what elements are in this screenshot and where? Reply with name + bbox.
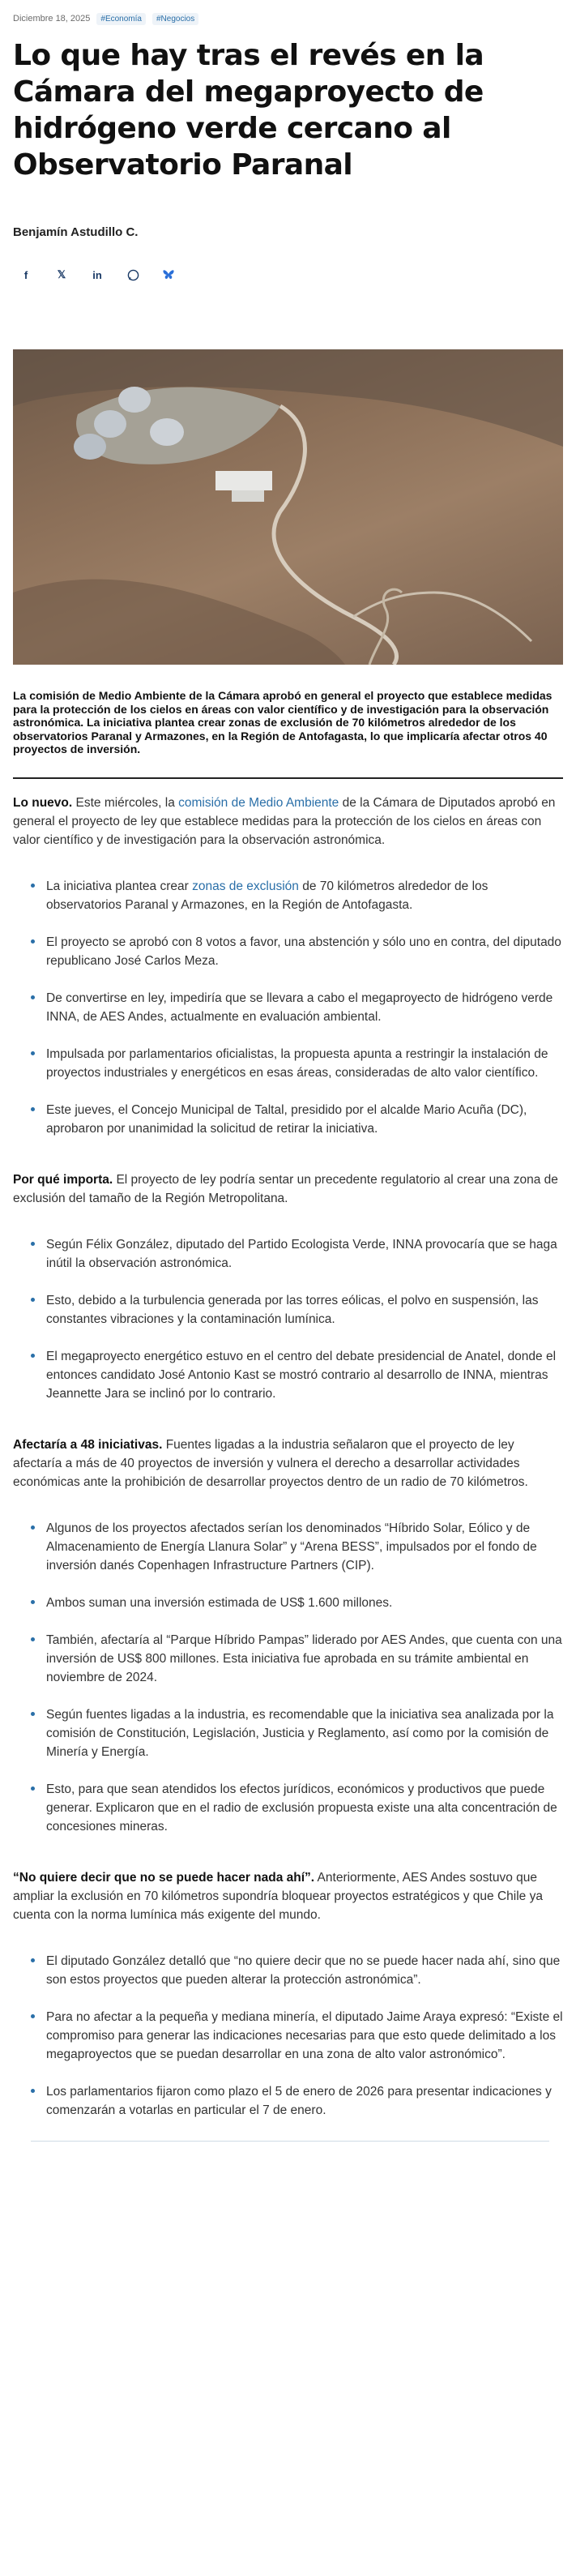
article-lede: La comisión de Medio Ambiente de la Cámara aprobó en general el proyecto que establece medidas para la protección de los cielos en áreas con valor científico y de investigación para la observación astronómica. La iniciativa plantea crear zonas de exclusión de 70 kilómetros alrededor de los observatorios Paranal y Armazones, en la Región de Antofagasta, lo que implicaría afectar otros 40 proyectos de inversión.	[13, 689, 563, 779]
section-lead: Afectaría a 48 iniciativas.	[13, 1437, 163, 1452]
article-headline: Lo que hay tras el revés en la Cámara del megaproyecto de hidrógeno verde cercano al Observatorio Paranal	[13, 39, 484, 182]
section-no-quiere-decir	[13, 1868, 563, 2120]
list-item: El megaproyecto energético estuvo en el centro del debate presidencial de Anatel, donde el entonces candidato José Antonio Kast se mostró contrario al desarrollo de INNA, mientras Jeannette Jara se inclinó por lo contrario.	[31, 1347, 563, 1403]
tag-economia[interactable]: #Economía	[96, 13, 146, 25]
section-afectaria	[13, 1436, 563, 1836]
tag-negocios[interactable]: #Negocios	[152, 13, 198, 25]
linkedin-icon[interactable]: in	[92, 268, 102, 281]
section-paragraph: Afectaría a 48 iniciativas. Fuentes ligadas a la industria señalaron que el proyecto de ley afectaría a más de 40 proyectos de inversión y vulnera el derecho a desarrollar actividades económicas ante la prohibición de desarrollar proyectos dentro de un radio de 70 kilómetros.	[13, 1437, 528, 1489]
article-meta	[13, 0, 563, 28]
list-item: El diputado González detalló que “no quiere decir que no se puede hacer nada ahí, sino que son estos proyectos que pueden alterar la protección astronómica”.	[31, 1952, 563, 1989]
author-name[interactable]: Benjamín Astudillo C.	[13, 225, 139, 239]
section-lead: Por qué importa.	[13, 1172, 113, 1187]
facebook-icon[interactable]: f	[23, 268, 28, 281]
section-lead: “No quiere decir que no se puede hacer nada ahí”.	[13, 1870, 315, 1885]
list-item: La iniciativa plantea crear zonas de exclusión de 70 kilómetros alrededor de los observatorios Paranal y Armazones, en la Región de Antofagasta.	[31, 877, 563, 914]
section-paragraph: Por qué importa. El proyecto de ley podría sentar un precedente regulatorio al crear una zona de exclusión del tamaño de la Región Metropolitana.	[13, 1172, 558, 1205]
list-item: Impulsada por parlamentarios oficialistas, la propuesta apunta a restringir la instalación de proyectos industriales y energéticos en esas áreas, consideradas de alto valor científico.	[31, 1045, 563, 1082]
section-por-que-importa	[13, 1170, 563, 1403]
section-lead: Lo nuevo.	[13, 795, 73, 810]
list-item: Según Félix González, diputado del Partido Ecologista Verde, INNA provocaría que se haga inútil la observación astronómica.	[31, 1235, 563, 1273]
list-item: Los parlamentarios fijaron como plazo el 5 de enero de 2026 para presentar indicaciones y comenzarán a votarlas en particular el 7 de enero.	[31, 2082, 563, 2120]
list-item: Esto, debido a la turbulencia generada por las torres eólicas, el polvo en suspensión, las constantes vibraciones y la contaminación lumínica.	[31, 1291, 563, 1329]
bullet-list	[13, 1952, 563, 2120]
list-item: De convertirse en ley, impediría que se llevara a cabo el megaproyecto de hidrógeno verde INNA, de AES Andes, actualmente en evaluación ambiental.	[31, 989, 563, 1026]
list-item: Ambos suman una inversión estimada de US$ 1.600 millones.	[31, 1594, 563, 1612]
bluesky-icon[interactable]	[162, 268, 175, 281]
whatsapp-icon[interactable]	[126, 268, 139, 281]
publish-date: Diciembre 18, 2025	[13, 14, 91, 24]
x-icon[interactable]: 𝕏	[57, 268, 66, 280]
list-item: El proyecto se aprobó con 8 votos a favor, una abstención y sólo uno en contra, del diputado republicano José Carlos Meza.	[31, 933, 563, 970]
share-bar	[13, 268, 563, 281]
list-item: También, afectaría al “Parque Híbrido Pampas” liderado por AES Andes, que cuenta con una inversión de US$ 800 millones. Esta iniciativa fue aprobada en su trámite ambiental en noviembre de 2024.	[31, 1631, 563, 1687]
section-lo-nuevo	[13, 794, 563, 1138]
section-paragraph: “No quiere decir que no se puede hacer nada ahí”. Anteriormente, AES Andes sostuvo que ampliar la exclusión en 70 kilómetros supondría bloquear proyectos estratégicos y que Chile ya cuenta con la norma lumínica más exigente del mundo.	[13, 1870, 543, 1922]
section-paragraph: Lo nuevo. Este miércoles, la comisión de Medio Ambiente de la Cámara de Diputados aprobó en general el proyecto de ley que establece medidas para la protección de los cielos en áreas con valor científico y de investigación para la observación astronómica.	[13, 795, 556, 847]
list-item: Para no afectar a la pequeña y mediana minería, el diputado Jaime Araya expresó: “Existe el compromiso para generar las indicaciones necesarias para que esto quede delimitado a los megaproyectos que se puedan desarrollar en una zona de alto valor astronómico”.	[31, 2008, 563, 2064]
list-item: Según fuentes ligadas a la industria, es recomendable que la iniciativa sea analizada por la comisión de Constitución, Legislación, Justicia y Reglamento, así como por la comisión de Minería y Energía.	[31, 1705, 563, 1761]
list-item: Algunos de los proyectos afectados serían los denominados “Híbrido Solar, Eólico y de Almacenamiento de Energía Llanura Solar” y “Arena BESS”, impulsados por el fondo de inversión danés Copenhagen Infrastructure Partners (CIP).	[31, 1519, 563, 1575]
bullet-list	[13, 1519, 563, 1836]
article-end-divider	[31, 2141, 549, 2142]
hero-image-observatory	[13, 349, 563, 665]
bullet-list	[13, 1235, 563, 1403]
link-zonas-de-exclusion[interactable]: zonas de exclusión	[192, 879, 299, 893]
list-item: Este jueves, el Concejo Municipal de Taltal, presidido por el alcalde Mario Acuña (DC), aprobaron por unanimidad la solicitud de retirar la iniciativa.	[31, 1101, 563, 1138]
link-comision-medio-ambiente[interactable]: comisión de Medio Ambiente	[178, 795, 339, 810]
bullet-list	[13, 877, 563, 1138]
list-item: Esto, para que sean atendidos los efectos jurídicos, económicos y productivos que puede generar. Explicaron que en el radio de exclusión propuesta existe una alta concentración de concesiones mineras.	[31, 1780, 563, 1836]
